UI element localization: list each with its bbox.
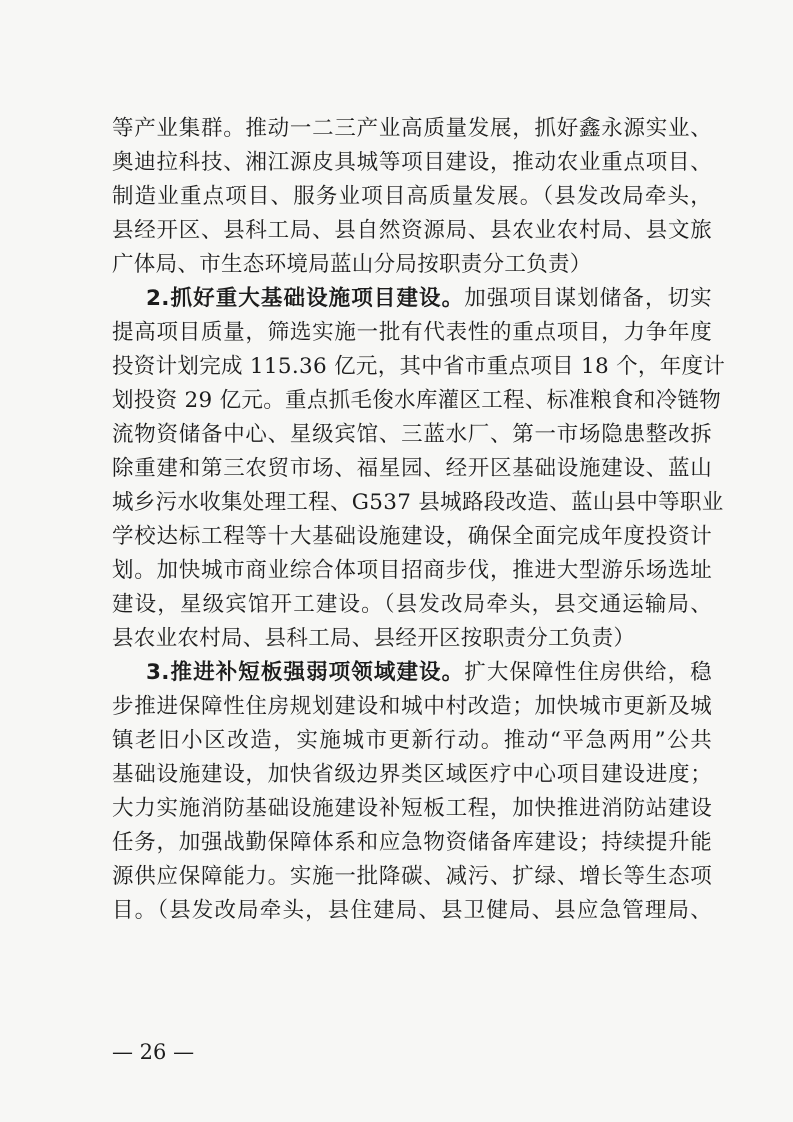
text-line: 广体局、市生态环境局蓝山分局按职责分工负责）	[112, 252, 592, 277]
text-line: 学校达标工程等十大基础设施建设，确保全面完成年度投资计	[112, 524, 712, 549]
text-line: 县农业农村局、县科工局、县经开区按职责分工负责）	[112, 626, 636, 651]
text-line: 划。加快城市商业综合体项目招商步伐，推进大型游乐场选址	[112, 558, 712, 583]
paragraph-first-line	[112, 282, 712, 316]
text-line: 投资计划完成 115.36 亿元，其中省市重点项目 18 个，年度计	[112, 354, 726, 379]
text-line: 大力实施消防基础设施建设补短板工程，加快推进消防站建设	[112, 796, 712, 821]
paragraph-1	[112, 112, 712, 282]
text-line: 源供应保障能力。实施一批降碳、减污、扩绿、增长等生态项	[112, 864, 712, 889]
paragraph-2	[112, 282, 726, 656]
text-line: 除重建和第三农贸市场、福星园、经开区基础设施建设、蓝山	[112, 456, 712, 481]
text-line: 任务，加强战勤保障体系和应急物资储备库建设；持续提升能	[112, 830, 712, 855]
paragraph-first-line	[112, 656, 712, 690]
page-number: — 26 —	[112, 1040, 195, 1064]
text-run: 加强项目谋划储备，切实	[464, 286, 712, 311]
text-line: 等产业集群。推动一二三产业高质量发展，抓好鑫永源实业、	[112, 116, 712, 141]
text-line: 目。（县发改局牵头，县住建局、县卫健局、县应急管理局、	[112, 898, 712, 923]
document-body	[112, 112, 726, 928]
text-line: 县经开区、县科工局、县自然资源局、县农业农村局、县文旅	[112, 218, 712, 243]
text-line: 制造业重点项目、服务业项目高质量发展。（县发改局牵头，	[112, 184, 712, 209]
text-line: 基础设施建设，加快省级边界类区域医疗中心项目建设进度；	[112, 762, 712, 787]
section-heading: 2.抓好重大基础设施项目建设。	[146, 286, 465, 311]
text-line: 建设，星级宾馆开工建设。（县发改局牵头，县交通运输局、	[112, 592, 712, 617]
text-line: 流物资储备中心、星级宾馆、三蓝水厂、第一市场隐患整改拆	[112, 422, 712, 447]
text-line: 划投资 29 亿元。重点抓毛俊水库灌区工程、标准粮食和冷链物	[112, 388, 722, 413]
text-run: 扩大保障性住房供给，稳	[464, 660, 712, 685]
text-line: 镇老旧小区改造，实施城市更新行动。推动“平急两用”公共	[112, 728, 712, 753]
text-line: 步推进保障性住房规划建设和城中村改造；加快城市更新及城	[112, 694, 712, 719]
text-line: 城乡污水收集处理工程、G537 县城路段改造、蓝山县中等职业	[112, 490, 724, 515]
paragraph-3	[112, 656, 712, 928]
text-line: 奥迪拉科技、湘江源皮具城等项目建设，推动农业重点项目、	[112, 150, 712, 175]
text-line: 提高项目质量，筛选实施一批有代表性的重点项目，力争年度	[112, 320, 712, 345]
section-heading: 3.推进补短板强弱项领域建设。	[146, 660, 465, 685]
